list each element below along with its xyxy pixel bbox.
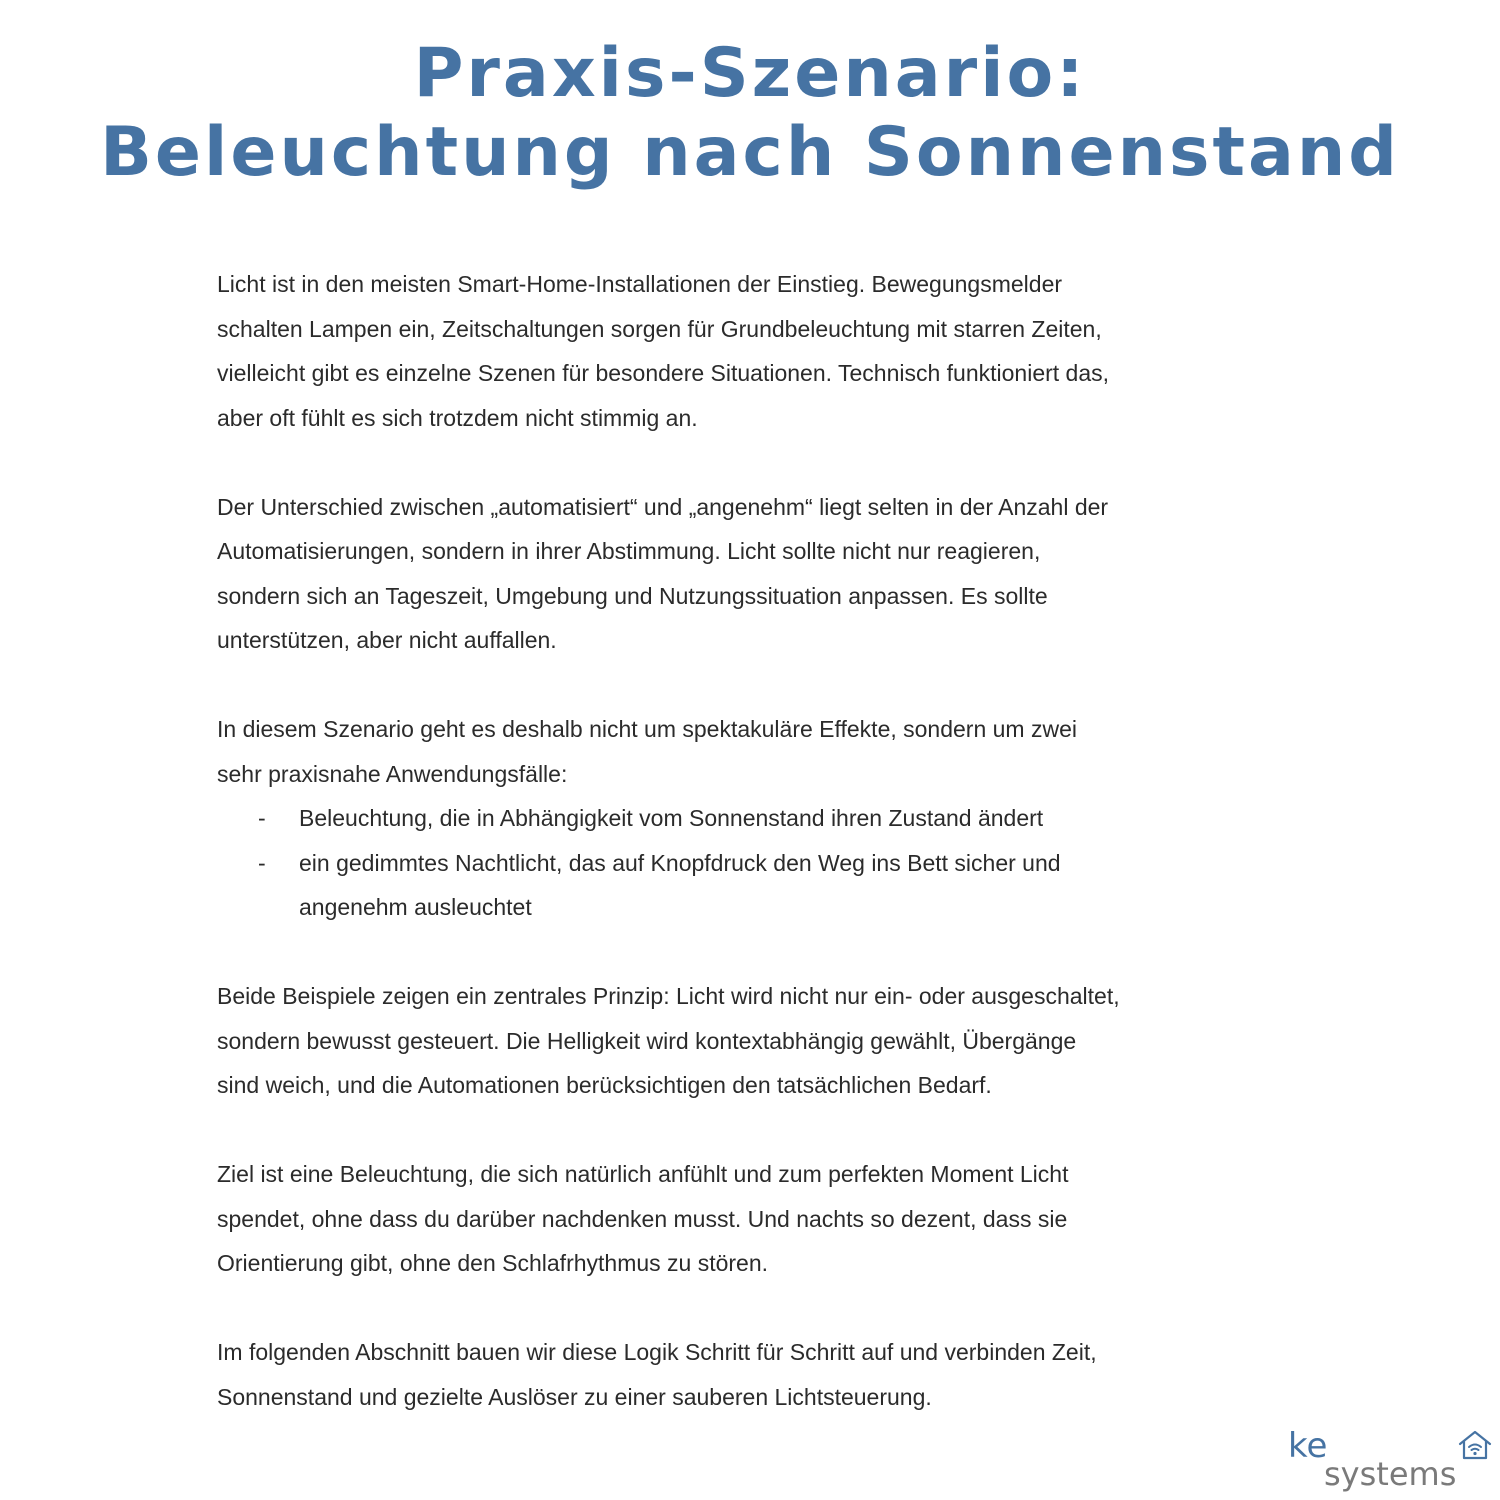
text-line: vielleicht gibt es einzelne Szenen für besondere Situationen. Technisch funktioniert das, <box>217 360 1110 386</box>
page-title <box>0 34 1500 192</box>
logo-text-ke: ke <box>1288 1426 1328 1466</box>
paragraph-next-section <box>217 1330 1257 1419</box>
paragraph-difference <box>217 485 1257 663</box>
text-line: Orientierung gibt, ohne den Schlafrhythmus zu stören. <box>217 1250 769 1276</box>
bullet-dash: - <box>258 849 266 876</box>
ke-systems-logo <box>1288 1426 1488 1496</box>
text-line: Beide Beispiele zeigen ein zentrales Prinzip: Licht wird nicht nur ein- oder ausgeschaltet, <box>217 983 1120 1009</box>
text-line: sondern sich an Tageszeit, Umgebung und Nutzungssituation anpassen. Es sollte <box>217 582 1048 609</box>
text-line: spendet, ohne dass du darüber nachdenken musst. Und nachts so dezent, dass sie <box>217 1205 1068 1232</box>
list-item-text: ein gedimmtes Nachtlicht, das auf Knopfdruck den Weg ins Bett sicher und <box>299 849 1061 876</box>
list-item <box>217 796 1257 841</box>
text-line: Ziel ist eine Beleuchtung, die sich natürlich anfühlt und zum perfekten Moment Licht <box>217 1161 1069 1187</box>
text-line: sondern bewusst gesteuert. Die Helligkeit wird kontextabhängig gewählt, Übergänge <box>217 1027 1077 1054</box>
text-line: sehr praxisnahe Anwendungsfälle: <box>217 760 568 787</box>
text-line: Automatisierungen, sondern in ihrer Abstimmung. Licht sollte nicht nur reagieren, <box>217 538 1041 564</box>
text-line: unterstützen, aber nicht auffallen. <box>217 627 557 653</box>
smart-home-house-icon <box>1458 1430 1492 1460</box>
title-line-2: Beleuchtung nach Sonnenstand <box>100 113 1400 192</box>
text-line: sind weich, und die Automationen berücksichtigen den tatsächlichen Bedarf. <box>217 1072 992 1098</box>
paragraph-intro <box>217 262 1257 440</box>
text-line: schalten Lampen ein, Zeitschaltungen sorgen für Grundbeleuchtung mit starren Zeiten, <box>217 315 1102 342</box>
bullet-dash: - <box>258 805 266 831</box>
text-line: Sonnenstand und gezielte Auslöser zu einer sauberen Lichtsteuerung. <box>217 1383 932 1410</box>
text-line: Im folgenden Abschnitt bauen wir diese Logik Schritt für Schritt auf und verbinden Zeit, <box>217 1339 1097 1365</box>
paragraph-goal <box>217 1152 1257 1286</box>
use-case-list <box>217 796 1257 930</box>
article-body <box>217 262 1257 1464</box>
text-line: aber oft fühlt es sich trotzdem nicht stimmig an. <box>217 404 698 431</box>
title-line-1: Praxis-Szenario: <box>413 34 1087 113</box>
logo-text-systems: systems <box>1324 1455 1457 1493</box>
paragraph-scenario <box>217 707 1257 796</box>
list-item-text: angenehm ausleuchtet <box>299 894 532 920</box>
text-line: Licht ist in den meisten Smart-Home-Installationen der Einstieg. Bewegungsmelder <box>217 271 1063 297</box>
list-item-text: Beleuchtung, die in Abhängigkeit vom Sonnenstand ihren Zustand ändert <box>299 805 1044 831</box>
list-item <box>217 841 1257 930</box>
paragraph-principle <box>217 974 1257 1108</box>
text-line: In diesem Szenario geht es deshalb nicht um spektakuläre Effekte, sondern um zwei <box>217 716 1077 742</box>
text-line: Der Unterschied zwischen „automatisiert“ und „angenehm“ liegt selten in der Anzahl der <box>217 493 1109 520</box>
